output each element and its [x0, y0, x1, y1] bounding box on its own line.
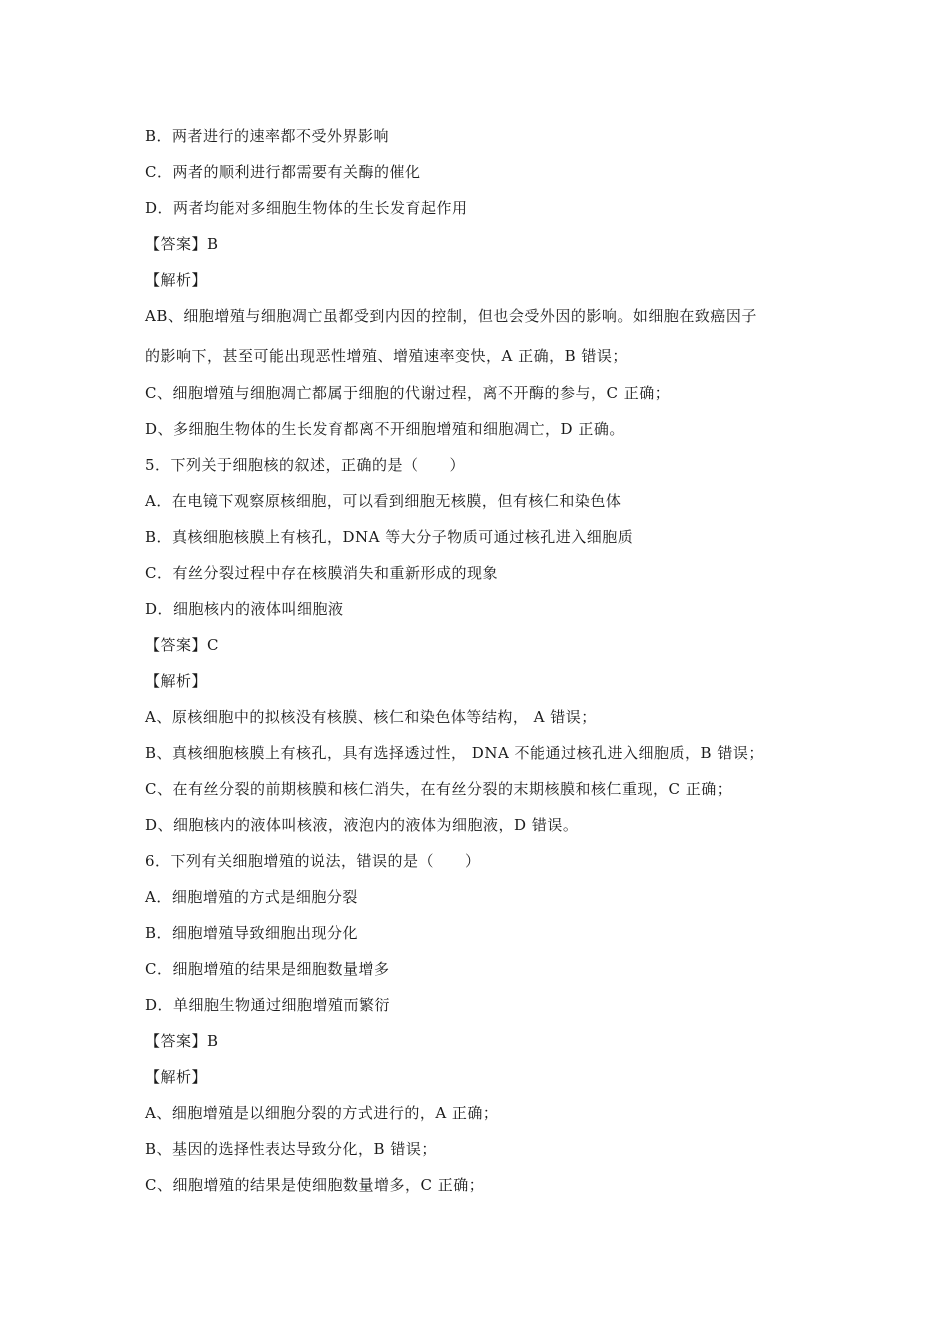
analysis-heading: 【解析】 [145, 672, 208, 690]
question-line: 5．下列关于细胞核的叙述，正确的是（ ） [145, 456, 466, 474]
option-line: C．两者的顺利进行都需要有关酶的催化 [145, 163, 421, 181]
option-line: A．在电镜下观察原核细胞，可以看到细胞无核膜，但有核仁和染色体 [145, 492, 622, 510]
analysis-heading: 【解析】 [145, 271, 208, 289]
answer-line: 【答案】B [145, 235, 219, 253]
analysis-line: AB、细胞增殖与细胞凋亡虽都受到内因的控制，但也会受外因的影响。如细胞在致癌因子 [145, 307, 757, 325]
option-line: D．细胞核内的液体叫细胞液 [145, 600, 344, 618]
answer-line: 【答案】B [145, 1032, 219, 1050]
option-line: D．单细胞生物通过细胞增殖而繁衍 [145, 996, 391, 1014]
analysis-line: A、细胞增殖是以细胞分裂的方式进行的，A 正确； [145, 1104, 499, 1122]
answer-line: 【答案】C [145, 636, 219, 654]
analysis-line: C、在有丝分裂的前期核膜和核仁消失，在有丝分裂的末期核膜和核仁重现，C 正确； [145, 780, 733, 798]
option-line: B．真核细胞核膜上有核孔，DNA 等大分子物质可通过核孔进入细胞质 [145, 528, 634, 546]
analysis-line: 的影响下，甚至可能出现恶性增殖、增殖速率变快，A 正确，B 错误； [145, 347, 628, 365]
question-line: 6．下列有关细胞增殖的说法，错误的是（ ） [145, 852, 481, 870]
option-line: B．两者进行的速率都不受外界影响 [145, 127, 390, 145]
analysis-heading: 【解析】 [145, 1068, 208, 1086]
option-line: B．细胞增殖导致细胞出现分化 [145, 924, 359, 942]
analysis-line: A、原核细胞中的拟核没有核膜、核仁和染色体等结构， A 错误； [145, 708, 597, 726]
option-line: D．两者均能对多细胞生物体的生长发育起作用 [145, 199, 468, 217]
analysis-line: D、细胞核内的液体叫核液，液泡内的液体为细胞液，D 错误。 [145, 816, 579, 834]
option-line: A．细胞增殖的方式是细胞分裂 [145, 888, 358, 906]
analysis-line: B、真核细胞核膜上有核孔，具有选择透过性， DNA 不能通过核孔进入细胞质，B 错误； [145, 744, 764, 762]
analysis-line: D、多细胞生物体的生长发育都离不开细胞增殖和细胞凋亡，D 正确。 [145, 420, 625, 438]
analysis-line: B、基因的选择性表达导致分化，B 错误； [145, 1140, 437, 1158]
analysis-line: C、细胞增殖的结果是使细胞数量增多，C 正确； [145, 1176, 485, 1194]
option-line: C．有丝分裂过程中存在核膜消失和重新形成的现象 [145, 564, 498, 582]
option-line: C．细胞增殖的结果是细胞数量增多 [145, 960, 390, 978]
analysis-line: C、细胞增殖与细胞凋亡都属于细胞的代谢过程，离不开酶的参与，C 正确； [145, 384, 671, 402]
